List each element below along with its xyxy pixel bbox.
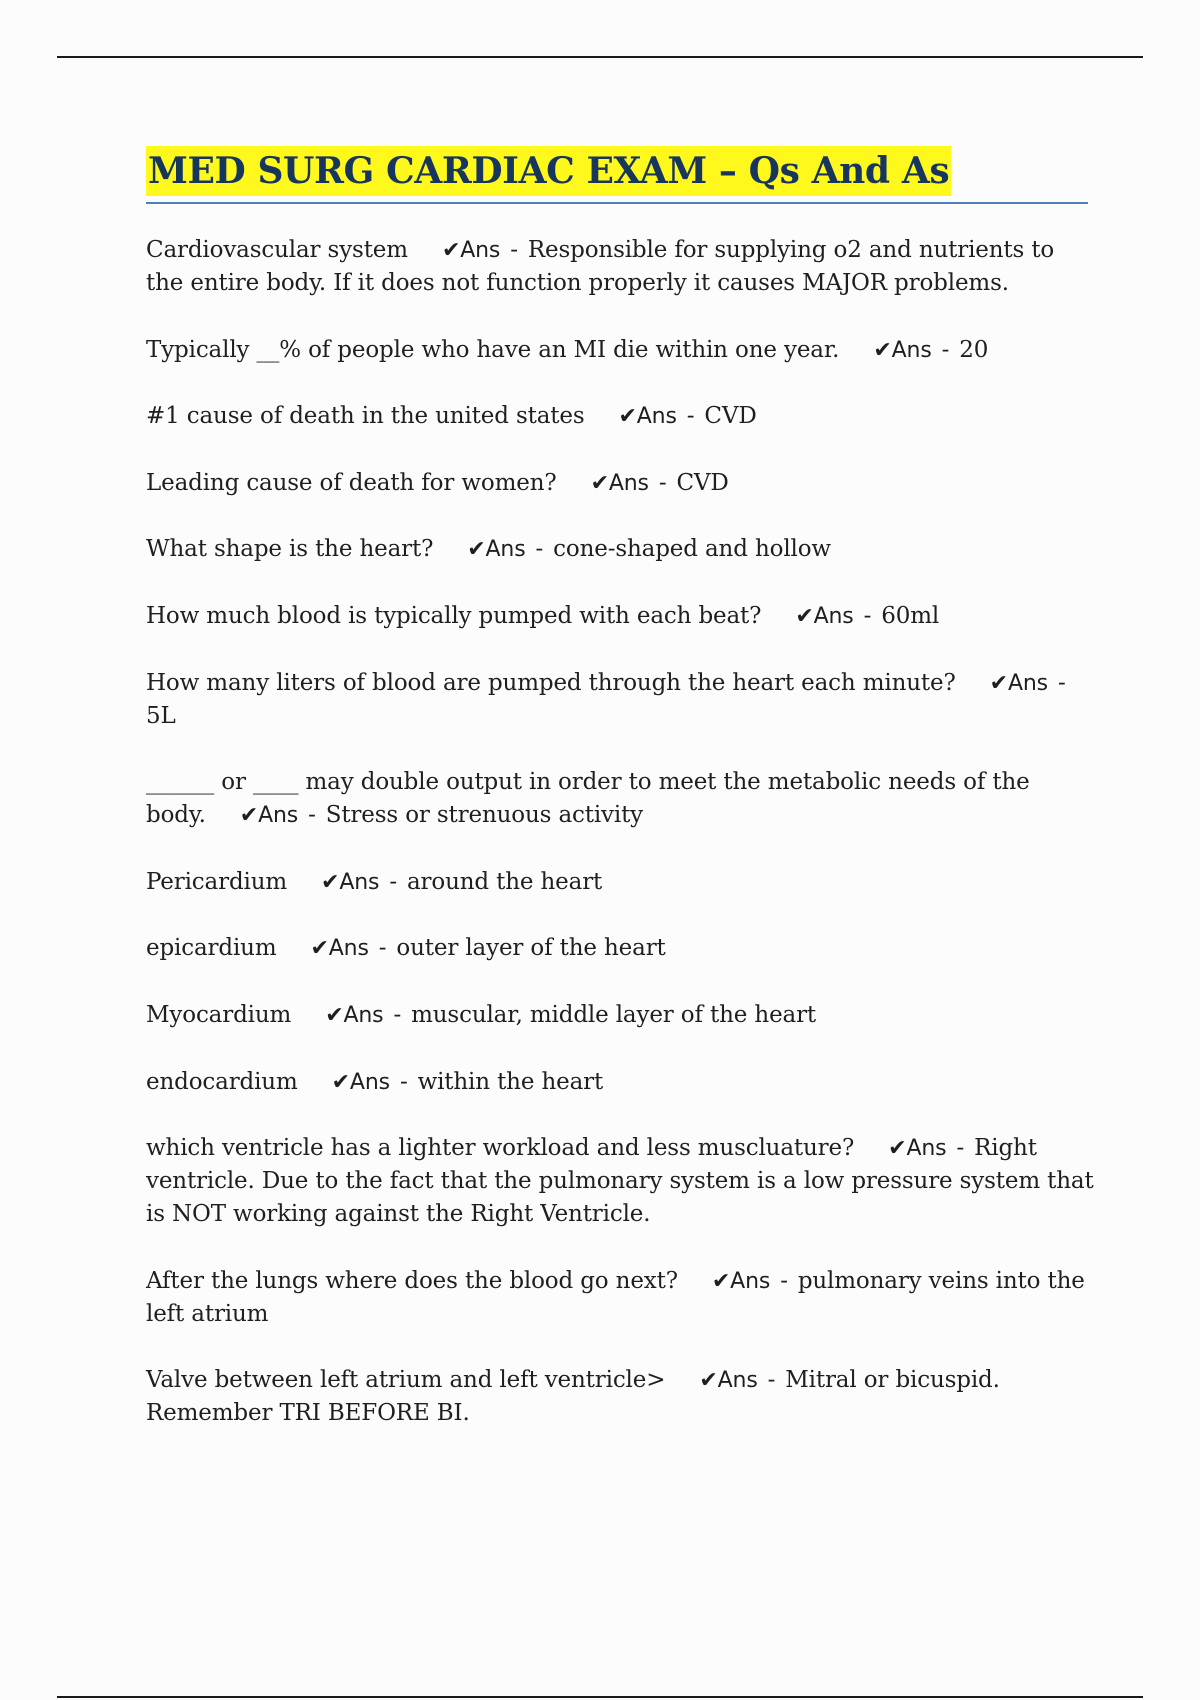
answer-marker: ✔Ans xyxy=(590,470,649,496)
qa-item xyxy=(146,866,1096,899)
answer-separator: - xyxy=(941,336,950,363)
question-text: Pericardium xyxy=(146,868,288,895)
qa-item xyxy=(146,667,1096,733)
qa-list xyxy=(146,234,1096,1464)
answer-marker: ✔Ans xyxy=(239,803,299,829)
answer-separator: - xyxy=(767,1367,776,1394)
answer-marker: ✔Ans xyxy=(711,1268,771,1294)
answer-marker: ✔Ans xyxy=(873,337,932,363)
question-text: What shape is the heart? xyxy=(146,536,434,563)
answer-separator: - xyxy=(780,1267,788,1294)
qa-item xyxy=(146,1364,1096,1430)
question-text: Typically __% of people who have an MI die within one year. xyxy=(146,336,840,363)
answer-separator: - xyxy=(686,403,695,430)
question-text: Myocardium xyxy=(146,1001,292,1028)
answer-text: cone-shaped and hollow xyxy=(553,536,831,563)
qa-item xyxy=(146,533,1096,566)
answer-separator: - xyxy=(956,1135,965,1162)
qa-item xyxy=(146,334,1096,367)
answer-marker: ✔Ans xyxy=(888,1136,947,1162)
answer-separator: - xyxy=(378,935,387,962)
question-text: How much blood is typically pumped with each beat? xyxy=(146,602,762,629)
answer-separator: - xyxy=(308,802,316,829)
qa-item xyxy=(146,766,1096,832)
answer-separator: - xyxy=(863,602,872,629)
qa-item xyxy=(146,932,1096,965)
answer-separator: - xyxy=(1057,669,1066,696)
answer-marker: ✔Ans xyxy=(331,1069,390,1095)
answer-separator: - xyxy=(658,469,667,496)
title-bar xyxy=(146,146,1088,204)
question-text: Leading cause of death for women? xyxy=(146,469,557,496)
answer-marker: ✔Ans xyxy=(325,1002,384,1028)
answer-text: within the heart xyxy=(417,1068,604,1095)
question-text: which ventricle has a lighter workload and less muscluature? xyxy=(146,1135,855,1162)
qa-item xyxy=(146,600,1096,633)
answer-marker: ✔Ans xyxy=(618,404,677,430)
question-text: After the lungs where does the blood go next? xyxy=(146,1267,678,1294)
answer-text: CVD xyxy=(704,403,757,430)
answer-marker: ✔Ans xyxy=(467,537,526,563)
answer-text: Stress or strenuous activity xyxy=(325,802,644,829)
qa-item xyxy=(146,999,1096,1032)
answer-text: Mitral or bicuspid. Remember TRI BEFORE BI. xyxy=(146,1367,1000,1427)
question-text: endocardium xyxy=(146,1068,298,1095)
answer-text: 5L xyxy=(146,702,176,729)
question-text: #1 cause of death in the united states xyxy=(146,403,585,430)
answer-text: pulmonary veins into the left atrium xyxy=(146,1267,1085,1327)
answer-marker: ✔Ans xyxy=(441,238,501,263)
question-text: How many liters of blood are pumped through the heart each minute? xyxy=(146,669,956,696)
answer-marker: ✔Ans xyxy=(699,1368,758,1394)
qa-item xyxy=(146,234,1096,300)
answer-text: CVD xyxy=(676,469,729,496)
answer-separator: - xyxy=(389,868,397,895)
question-text: ______ or ____ may double output in order to meet the metabolic needs of the body. xyxy=(146,769,1030,829)
question-text: epicardium xyxy=(146,935,277,962)
answer-marker: ✔Ans xyxy=(310,936,369,962)
page-title: MED SURG CARDIAC EXAM – Qs And As xyxy=(146,146,951,196)
answer-separator: - xyxy=(510,237,518,263)
answer-text: 20 xyxy=(959,336,989,363)
answer-text: around the heart xyxy=(406,868,603,895)
qa-item xyxy=(146,1132,1096,1231)
qa-item xyxy=(146,400,1096,433)
qa-item xyxy=(146,467,1096,500)
answer-text: muscular, middle layer of the heart xyxy=(411,1001,817,1028)
qa-item xyxy=(146,1066,1096,1099)
bottom-rule xyxy=(57,1696,1143,1698)
answer-separator: - xyxy=(393,1001,402,1028)
answer-text: 60ml xyxy=(881,602,940,629)
question-text: Valve between left atrium and left ventricle> xyxy=(146,1367,666,1394)
answer-text: outer layer of the heart xyxy=(396,935,666,962)
top-rule xyxy=(57,56,1143,58)
answer-marker: ✔Ans xyxy=(795,603,854,629)
answer-marker: ✔Ans xyxy=(321,869,380,895)
answer-text: Responsible for supplying o2 and nutrients to the entire body. If it does not function properly it causes MAJOR problems. xyxy=(146,237,1055,296)
answer-marker: ✔Ans xyxy=(989,670,1048,696)
question-text: Cardiovascular system xyxy=(146,237,408,263)
answer-text: Right ventricle. Due to the fact that the pulmonary system is a low pressure system that is NOT working against the Right Ventricle. xyxy=(146,1135,1094,1228)
answer-separator: - xyxy=(399,1068,408,1095)
answer-separator: - xyxy=(535,536,544,563)
qa-item xyxy=(146,1265,1096,1331)
